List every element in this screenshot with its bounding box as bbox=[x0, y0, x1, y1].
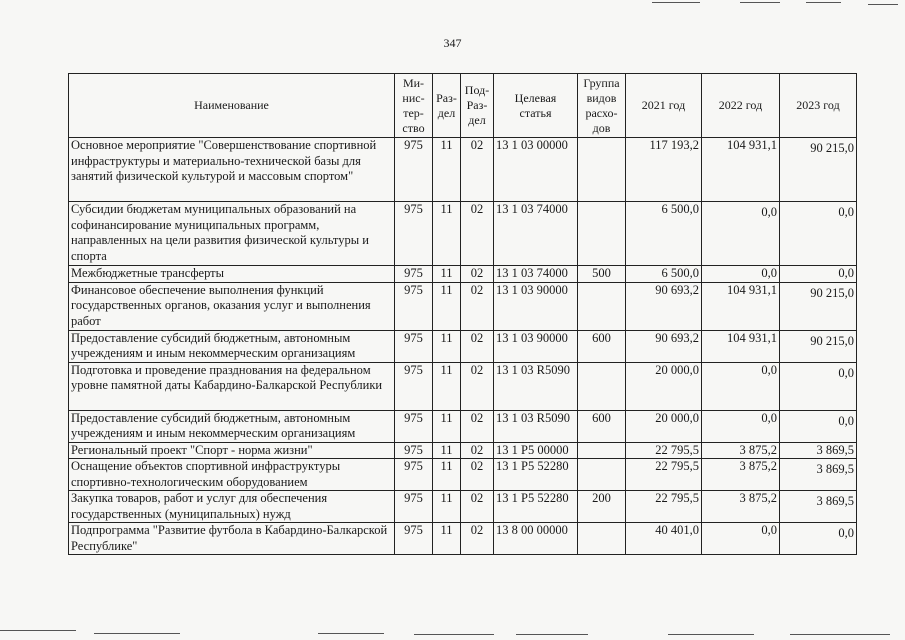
table-row bbox=[69, 362, 857, 410]
row-2022: 0,0 bbox=[702, 523, 780, 555]
row-target: 13 1 03 R5090 bbox=[494, 410, 578, 442]
row-2023: 0,0 bbox=[780, 362, 857, 410]
row-2022: 0,0 bbox=[702, 202, 780, 266]
scan-artifact-line bbox=[790, 634, 890, 635]
table-row bbox=[69, 138, 857, 202]
row-group bbox=[578, 282, 626, 330]
row-subsection: 02 bbox=[461, 282, 494, 330]
header-target bbox=[494, 74, 578, 138]
row-section: 11 bbox=[433, 442, 461, 459]
row-group bbox=[578, 202, 626, 266]
row-name: Подпрограмма "Развитие футбола в Кабардино-Балкарской Республике" bbox=[69, 523, 395, 555]
row-2023: 3 869,5 bbox=[780, 459, 857, 491]
row-ministry: 975 bbox=[395, 202, 433, 266]
row-ministry: 975 bbox=[395, 442, 433, 459]
row-target: 13 1 P5 52280 bbox=[494, 459, 578, 491]
row-2021: 20 000,0 bbox=[626, 410, 702, 442]
row-2021: 90 693,2 bbox=[626, 330, 702, 362]
row-2023: 90 215,0 bbox=[780, 330, 857, 362]
row-section: 11 bbox=[433, 282, 461, 330]
row-ministry: 975 bbox=[395, 266, 433, 283]
table-header-row bbox=[69, 74, 857, 138]
table-row bbox=[69, 282, 857, 330]
header-section bbox=[433, 74, 461, 138]
row-section: 11 bbox=[433, 266, 461, 283]
budget-table bbox=[68, 73, 857, 555]
row-2022: 0,0 bbox=[702, 410, 780, 442]
row-2021: 6 500,0 bbox=[626, 202, 702, 266]
row-2022: 3 875,2 bbox=[702, 491, 780, 523]
row-subsection: 02 bbox=[461, 362, 494, 410]
row-ministry: 975 bbox=[395, 362, 433, 410]
header-subsection-label: Под- Раз- дел bbox=[464, 83, 490, 127]
header-subsection bbox=[461, 74, 494, 138]
row-target: 13 8 00 00000 bbox=[494, 523, 578, 555]
row-2023: 0,0 bbox=[780, 410, 857, 442]
row-group: 600 bbox=[578, 410, 626, 442]
row-group bbox=[578, 442, 626, 459]
scan-artifact-line bbox=[0, 630, 76, 631]
scan-artifact-line bbox=[414, 634, 494, 635]
row-2021: 6 500,0 bbox=[626, 266, 702, 283]
row-target: 13 1 P5 52280 bbox=[494, 491, 578, 523]
row-subsection: 02 bbox=[461, 442, 494, 459]
row-section: 11 bbox=[433, 138, 461, 202]
row-ministry: 975 bbox=[395, 491, 433, 523]
row-name: Предоставление субсидий бюджетным, автономным учреждениям и иным некоммерческим организациям bbox=[69, 410, 395, 442]
row-2023: 3 869,5 bbox=[780, 491, 857, 523]
row-name: Оснащение объектов спортивной инфраструктуры спортивно-технологическим оборудованием bbox=[69, 459, 395, 491]
row-group bbox=[578, 523, 626, 555]
row-section: 11 bbox=[433, 491, 461, 523]
row-subsection: 02 bbox=[461, 410, 494, 442]
row-group bbox=[578, 138, 626, 202]
row-ministry: 975 bbox=[395, 282, 433, 330]
row-subsection: 02 bbox=[461, 330, 494, 362]
row-name: Предоставление субсидий бюджетным, автономным учреждениям и иным некоммерческим организациям bbox=[69, 330, 395, 362]
row-name: Межбюджетные трансферты bbox=[69, 266, 395, 283]
row-2022: 104 931,1 bbox=[702, 138, 780, 202]
scan-artifact-line bbox=[868, 4, 898, 5]
row-group: 600 bbox=[578, 330, 626, 362]
row-subsection: 02 bbox=[461, 523, 494, 555]
row-2022: 3 875,2 bbox=[702, 442, 780, 459]
header-2022: 2022 год bbox=[702, 74, 780, 138]
row-subsection: 02 bbox=[461, 459, 494, 491]
row-2022: 0,0 bbox=[702, 266, 780, 283]
scan-artifact-line bbox=[516, 634, 588, 635]
scan-artifact-line bbox=[652, 2, 700, 3]
row-2023: 3 869,5 bbox=[780, 442, 857, 459]
row-subsection: 02 bbox=[461, 491, 494, 523]
row-name: Финансовое обеспечение выполнения функций государственных органов, оказания услуг и выполнения работ bbox=[69, 282, 395, 330]
row-2021: 22 795,5 bbox=[626, 442, 702, 459]
row-target: 13 1 03 74000 bbox=[494, 202, 578, 266]
header-section-label: Раз- дел bbox=[436, 90, 457, 120]
header-ministry bbox=[395, 74, 433, 138]
table-row bbox=[69, 459, 857, 491]
header-expense-group-label: Группа видов расхо- дов bbox=[583, 75, 620, 135]
page-number: 347 bbox=[443, 36, 462, 50]
row-2022: 104 931,1 bbox=[702, 330, 780, 362]
row-section: 11 bbox=[433, 202, 461, 266]
row-subsection: 02 bbox=[461, 202, 494, 266]
row-2021: 20 000,0 bbox=[626, 362, 702, 410]
header-2021: 2021 год bbox=[626, 74, 702, 138]
scan-artifact-line bbox=[318, 633, 384, 634]
row-section: 11 bbox=[433, 410, 461, 442]
row-target: 13 1 P5 00000 bbox=[494, 442, 578, 459]
scan-artifact-line bbox=[806, 2, 841, 3]
row-group bbox=[578, 362, 626, 410]
row-section: 11 bbox=[433, 362, 461, 410]
header-expense-group bbox=[578, 74, 626, 138]
row-2021: 90 693,2 bbox=[626, 282, 702, 330]
scan-artifact-line bbox=[94, 633, 180, 634]
row-ministry: 975 bbox=[395, 330, 433, 362]
row-target: 13 1 03 00000 bbox=[494, 138, 578, 202]
row-name: Региональный проект "Спорт - норма жизни" bbox=[69, 442, 395, 459]
header-ministry-label: Ми- нис- тер- ство bbox=[402, 75, 425, 135]
row-group: 200 bbox=[578, 491, 626, 523]
header-target-label: Целевая статья bbox=[514, 90, 557, 120]
row-section: 11 bbox=[433, 459, 461, 491]
table-row bbox=[69, 330, 857, 362]
row-ministry: 975 bbox=[395, 410, 433, 442]
table-row bbox=[69, 202, 857, 266]
row-2021: 22 795,5 bbox=[626, 459, 702, 491]
row-name: Закупка товаров, работ и услуг для обеспечения государственных (муниципальных) нужд bbox=[69, 491, 395, 523]
row-subsection: 02 bbox=[461, 138, 494, 202]
table-row bbox=[69, 266, 857, 283]
row-2023: 0,0 bbox=[780, 266, 857, 283]
row-name: Подготовка и проведение празднования на федеральном уровне памятной даты Кабардино-Балкарской Республики bbox=[69, 362, 395, 410]
row-2023: 90 215,0 bbox=[780, 282, 857, 330]
row-name: Субсидии бюджетам муниципальных образований на софинансирование муниципальных программ, направленных на цели развития физической культуры и спорта bbox=[69, 202, 395, 266]
row-2022: 0,0 bbox=[702, 362, 780, 410]
table-row bbox=[69, 491, 857, 523]
row-2023: 0,0 bbox=[780, 202, 857, 266]
row-target: 13 1 03 R5090 bbox=[494, 362, 578, 410]
row-target: 13 1 03 74000 bbox=[494, 266, 578, 283]
scan-artifact-line bbox=[668, 634, 754, 635]
row-target: 13 1 03 90000 bbox=[494, 282, 578, 330]
row-2021: 22 795,5 bbox=[626, 491, 702, 523]
row-2022: 104 931,1 bbox=[702, 282, 780, 330]
row-2022: 3 875,2 bbox=[702, 459, 780, 491]
row-target: 13 1 03 90000 bbox=[494, 330, 578, 362]
row-2021: 40 401,0 bbox=[626, 523, 702, 555]
row-ministry: 975 bbox=[395, 523, 433, 555]
row-2023: 0,0 bbox=[780, 523, 857, 555]
table-row bbox=[69, 523, 857, 555]
row-section: 11 bbox=[433, 330, 461, 362]
row-2021: 117 193,2 bbox=[626, 138, 702, 202]
header-name: Наименование bbox=[69, 74, 395, 138]
table-row bbox=[69, 410, 857, 442]
row-2023: 90 215,0 bbox=[780, 138, 857, 202]
row-group: 500 bbox=[578, 266, 626, 283]
row-section: 11 bbox=[433, 523, 461, 555]
table-row bbox=[69, 442, 857, 459]
scan-artifact-line bbox=[740, 2, 780, 3]
row-subsection: 02 bbox=[461, 266, 494, 283]
row-ministry: 975 bbox=[395, 459, 433, 491]
row-group bbox=[578, 459, 626, 491]
row-name: Основное мероприятие "Совершенствование спортивной инфраструктуры и материально-технической базы для занятий физической культурой и массовым спортом" bbox=[69, 138, 395, 202]
header-2023: 2023 год bbox=[780, 74, 857, 138]
row-ministry: 975 bbox=[395, 138, 433, 202]
